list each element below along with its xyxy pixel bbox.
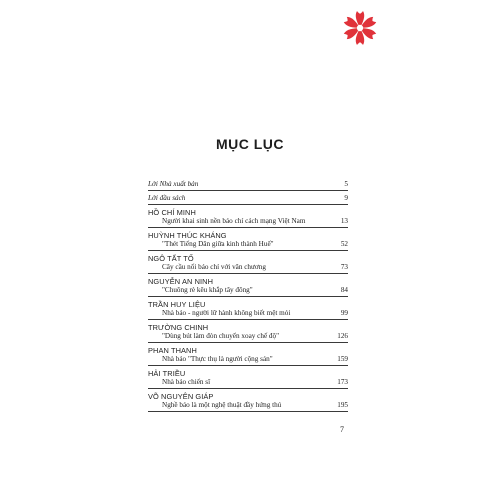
toc-subtitle: "Dùng bút làm đòn chuyển xoay chế độ" <box>162 332 280 340</box>
toc-divider <box>148 319 348 320</box>
toc-line <box>148 217 348 226</box>
toc-subtitle: Cây cầu nối báo chí với văn chương <box>162 263 266 271</box>
toc-line <box>148 355 348 364</box>
toc-subtitle: Nhà báo "Thực thụ là người cộng sản" <box>162 355 273 363</box>
logo-petal-tip <box>359 11 361 13</box>
toc-line <box>148 240 348 249</box>
toc-page-number: 126 <box>337 332 348 340</box>
toc-entry <box>148 300 348 318</box>
toc-line <box>148 401 348 410</box>
toc-author-name: TRẦN HUY LIỆU <box>148 300 206 309</box>
toc-subtitle: Nhà báo - người lữ hành không biết mệt mỏi <box>162 309 291 317</box>
toc-page-number: 73 <box>340 263 348 271</box>
toc-divider <box>148 204 348 205</box>
table-of-contents <box>148 180 348 415</box>
toc-entry <box>148 369 348 387</box>
logo-petal-tip <box>359 42 361 44</box>
toc-entry <box>148 346 348 364</box>
toc-divider <box>148 342 348 343</box>
toc-subtitle: Nghề báo là một nghệ thuật đầy hứng thú <box>162 401 282 409</box>
publisher-flower-logo-icon <box>340 8 380 48</box>
toc-entry <box>148 194 348 203</box>
toc-line <box>148 332 348 341</box>
toc-subtitle: Người khai sinh nền báo chí cách mạng Việt Nam <box>162 217 306 225</box>
toc-entry <box>148 254 348 272</box>
toc-entry <box>148 180 348 189</box>
toc-author-name: HUỲNH THÚC KHÁNG <box>148 231 227 240</box>
toc-divider <box>148 365 348 366</box>
toc-author-name: VÕ NGUYÊN GIÁP <box>148 392 214 401</box>
toc-author-name: HỒ CHÍ MINH <box>148 208 196 217</box>
toc-entry <box>148 231 348 249</box>
page-title: MỤC LỤC <box>215 136 285 152</box>
toc-divider <box>148 273 348 274</box>
toc-divider <box>148 250 348 251</box>
toc-divider <box>148 411 348 412</box>
toc-entry <box>148 277 348 295</box>
toc-divider <box>148 296 348 297</box>
toc-subtitle: "Chuông rè kêu khắp tây đông" <box>162 286 253 294</box>
toc-author-name: HẢI TRIỀU <box>148 369 186 378</box>
toc-subtitle: Lời Nhà xuất bản <box>148 180 199 188</box>
toc-page-number: 99 <box>340 309 348 317</box>
toc-page-number: 52 <box>340 240 348 248</box>
toc-divider <box>148 388 348 389</box>
toc-divider <box>148 190 348 191</box>
toc-author-name: PHAN THANH <box>148 346 197 355</box>
toc-page-number: 5 <box>344 180 348 188</box>
toc-line <box>148 263 348 272</box>
toc-subtitle: Nhà báo chiến sĩ <box>162 378 211 386</box>
toc-author-name: TRƯỜNG CHINH <box>148 323 209 332</box>
toc-divider <box>148 227 348 228</box>
toc-page-number: 159 <box>337 355 348 363</box>
toc-entry <box>148 392 348 410</box>
toc-author-name: NGÔ TẤT TỐ <box>148 254 194 263</box>
toc-line <box>148 378 348 387</box>
toc-line <box>148 180 348 189</box>
toc-page-number: 13 <box>340 217 348 225</box>
toc-line <box>148 194 348 203</box>
toc-page-number: 173 <box>337 378 348 386</box>
toc-line <box>148 309 348 318</box>
toc-subtitle: Lời đầu sách <box>148 194 186 202</box>
toc-page-number: 9 <box>344 194 348 202</box>
toc-author-name: NGUYỄN AN NINH <box>148 277 214 286</box>
toc-subtitle: "Thét Tiếng Dân giữa kinh thành Huế" <box>162 240 274 248</box>
toc-entry <box>148 208 348 226</box>
page-number: 7 <box>340 425 344 434</box>
toc-entry <box>148 323 348 341</box>
toc-page-number: 195 <box>337 401 348 409</box>
toc-page-number: 84 <box>340 286 348 294</box>
toc-line <box>148 286 348 295</box>
